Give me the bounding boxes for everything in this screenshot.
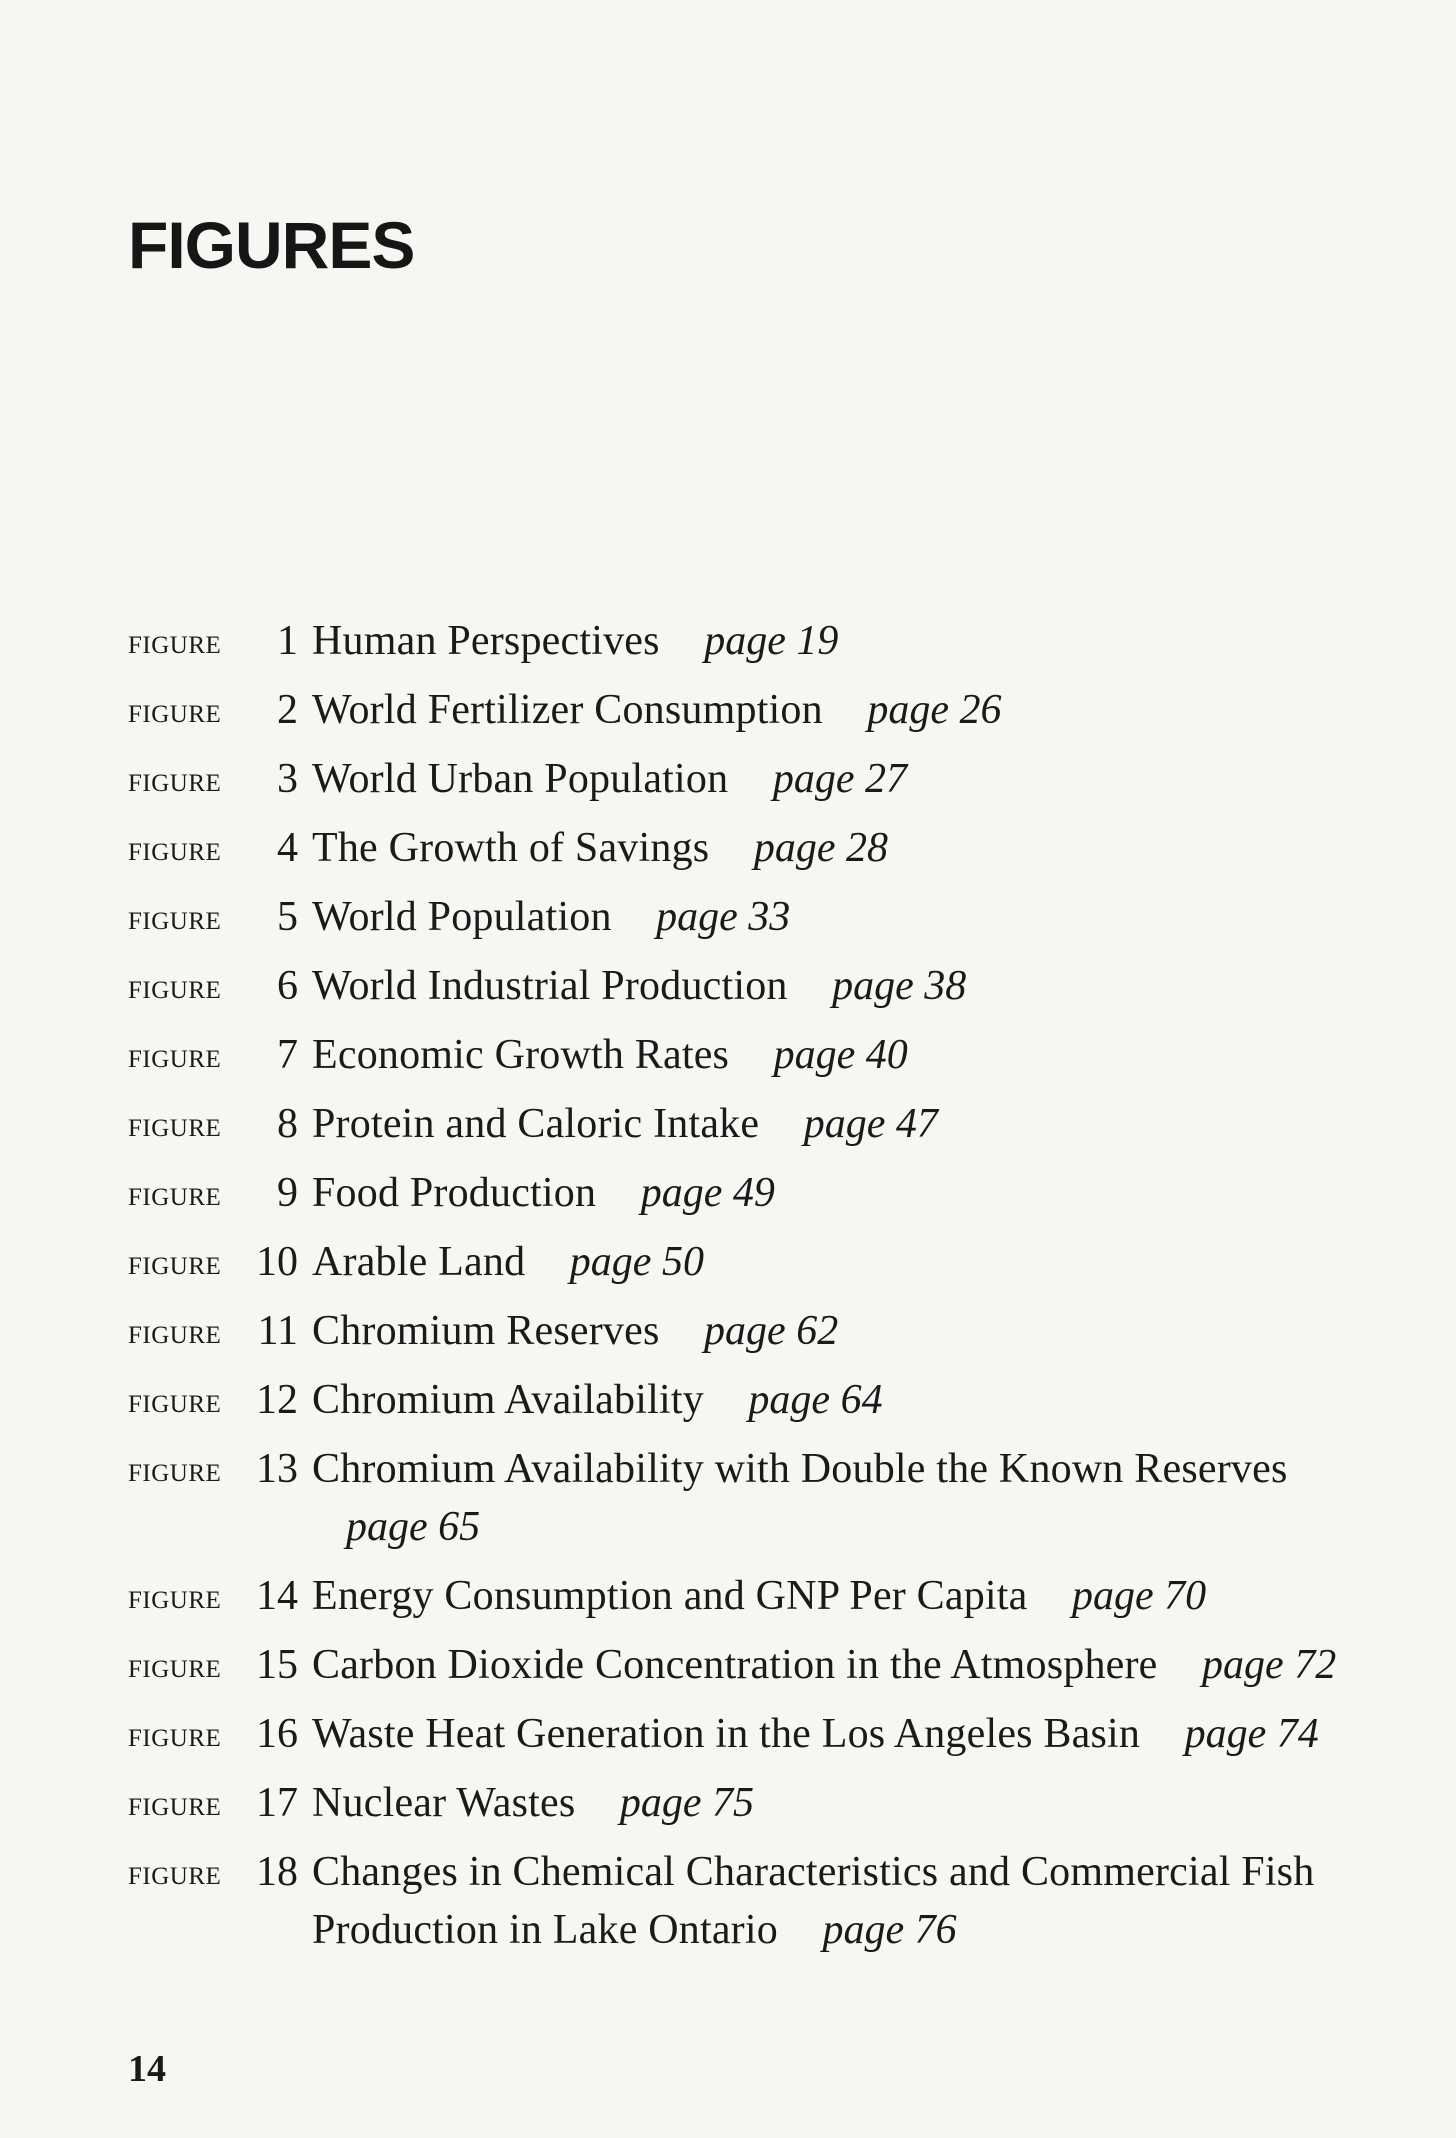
figure-title: Protein and Caloric Intake xyxy=(312,1101,760,1147)
figure-title: Carbon Dioxide Concentration in the Atmosphere xyxy=(312,1642,1158,1688)
figure-page-number: 26 xyxy=(959,687,1002,733)
figure-entry-body xyxy=(312,750,1402,808)
figure-entry xyxy=(128,1371,1428,1429)
figure-page-number: 47 xyxy=(895,1101,938,1147)
figure-entry xyxy=(128,1233,1428,1291)
figure-entry-body xyxy=(312,1026,1402,1084)
figure-page-number: 74 xyxy=(1276,1711,1319,1757)
figure-number: 18 xyxy=(256,1849,298,1895)
figure-label: figure xyxy=(128,1852,222,1892)
figure-title: World Industrial Production xyxy=(312,963,788,1009)
figure-entry-body xyxy=(312,1705,1402,1763)
figure-page-reference xyxy=(822,1907,956,1953)
figure-number: 2 xyxy=(277,687,298,733)
page-word: page xyxy=(867,687,949,733)
figure-entry-body xyxy=(312,1774,1402,1832)
page-word: page xyxy=(803,1101,886,1147)
figure-label: figure xyxy=(128,1035,222,1075)
figure-label: figure xyxy=(128,966,222,1006)
figure-label: figure xyxy=(128,621,222,661)
figure-page-reference xyxy=(704,618,838,664)
figure-label: figure xyxy=(128,1449,222,1489)
figure-page-reference xyxy=(641,1170,775,1216)
figure-entry-body xyxy=(312,888,1402,946)
figure-number: 12 xyxy=(256,1377,298,1423)
page-word: page xyxy=(822,1907,905,1953)
figure-entry xyxy=(128,1302,1428,1360)
figure-entry xyxy=(128,819,1428,877)
page-word: page xyxy=(1184,1711,1267,1757)
figure-number: 1 xyxy=(277,618,298,664)
figure-label: figure xyxy=(128,1104,222,1144)
figure-entry-body xyxy=(312,957,1402,1015)
figure-title: World Urban Population xyxy=(312,756,729,802)
figure-page-reference xyxy=(754,825,888,871)
figure-page-reference xyxy=(774,1032,908,1078)
figure-page-number: 19 xyxy=(796,618,839,664)
figure-entry xyxy=(128,957,1428,1015)
figure-entry xyxy=(128,1774,1428,1832)
figure-label: figure xyxy=(128,1714,222,1754)
figure-page-reference xyxy=(704,1308,838,1354)
figure-title: Nuclear Wastes xyxy=(312,1780,576,1826)
figure-entry-body xyxy=(312,1164,1402,1222)
page-word: page xyxy=(772,756,855,802)
page-word: page xyxy=(640,1170,723,1216)
figure-label: figure xyxy=(128,1576,222,1616)
figure-page-number: 40 xyxy=(865,1032,908,1078)
figure-page-reference xyxy=(832,963,966,1009)
figure-page-number: 33 xyxy=(748,894,791,940)
page-word: page xyxy=(832,963,914,1009)
page-word: page xyxy=(569,1239,652,1285)
figure-number: 9 xyxy=(277,1170,298,1216)
figure-entry-body xyxy=(312,1636,1402,1694)
figure-number: 13 xyxy=(256,1446,298,1492)
figure-entry-body xyxy=(312,1095,1402,1153)
figure-page-number: 72 xyxy=(1294,1642,1337,1688)
figure-page-number: 27 xyxy=(864,756,907,802)
figure-entry-body xyxy=(312,612,1402,670)
figure-entry xyxy=(128,750,1428,808)
page-word: page xyxy=(619,1780,702,1826)
figure-number: 15 xyxy=(256,1642,298,1688)
figure-title: Waste Heat Generation in the Los Angeles Basin xyxy=(312,1711,1141,1757)
figure-page-number: 76 xyxy=(914,1907,957,1953)
page-word: page xyxy=(753,825,836,871)
figure-title: World Population xyxy=(312,894,612,940)
figure-entry xyxy=(128,1843,1428,1959)
figure-page-reference xyxy=(804,1101,938,1147)
figure-entry-body xyxy=(312,819,1402,877)
page-word: page xyxy=(1072,1573,1154,1619)
figure-number: 4 xyxy=(277,825,298,871)
figure-page-reference xyxy=(1202,1642,1336,1688)
page-word: page xyxy=(704,1308,786,1354)
figure-number: 10 xyxy=(256,1239,298,1285)
figure-page-reference xyxy=(748,1377,882,1423)
figure-page-reference xyxy=(1072,1573,1206,1619)
figure-entry xyxy=(128,681,1428,739)
figure-page-reference xyxy=(620,1780,754,1826)
figure-page-number: 70 xyxy=(1164,1573,1207,1619)
figure-entry xyxy=(128,1567,1428,1625)
figure-page-number: 28 xyxy=(845,825,888,871)
figure-entry xyxy=(128,1164,1428,1222)
page-word: page xyxy=(656,894,738,940)
figure-page-reference xyxy=(867,687,1001,733)
figure-title: Chromium Reserves xyxy=(312,1308,660,1354)
figure-label: figure xyxy=(128,897,222,937)
figure-entry xyxy=(128,1705,1428,1763)
figure-title: World Fertilizer Consumption xyxy=(312,687,823,733)
figure-title: Arable Land xyxy=(312,1239,526,1285)
page-word: page xyxy=(704,618,786,664)
figure-page-reference xyxy=(773,756,907,802)
figure-title: The Growth of Savings xyxy=(312,825,710,871)
figure-page-number: 38 xyxy=(924,963,967,1009)
figure-entry xyxy=(128,1095,1428,1153)
figure-title: Economic Growth Rates xyxy=(312,1032,730,1078)
figure-entry-body xyxy=(312,1843,1402,1959)
figure-entry-body xyxy=(312,1567,1402,1625)
page-number: 14 xyxy=(128,2048,166,2090)
figure-number: 8 xyxy=(277,1101,298,1147)
figure-page-number: 50 xyxy=(661,1239,704,1285)
figure-number: 14 xyxy=(256,1573,298,1619)
figure-number: 16 xyxy=(256,1711,298,1757)
page-word: page xyxy=(748,1377,831,1423)
figure-number: 5 xyxy=(277,894,298,940)
figure-page-number: 65 xyxy=(438,1504,481,1550)
figure-entry-body xyxy=(312,1302,1402,1360)
figure-number: 7 xyxy=(277,1032,298,1078)
figure-title: Energy Consumption and GNP Per Capita xyxy=(312,1573,1028,1619)
figure-entry xyxy=(128,1636,1428,1694)
figure-number: 6 xyxy=(277,963,298,1009)
figure-entry-body xyxy=(312,1440,1402,1556)
figure-page-reference xyxy=(656,894,790,940)
figure-entry xyxy=(128,1026,1428,1084)
figure-page-reference xyxy=(346,1504,480,1550)
figure-label: figure xyxy=(128,1242,222,1282)
figure-list xyxy=(128,612,1428,1970)
figure-label: figure xyxy=(128,1783,222,1823)
figure-title: Chromium Availability with Double the Known Reserves xyxy=(312,1446,1288,1492)
figure-label: figure xyxy=(128,1380,222,1420)
figure-label: figure xyxy=(128,690,222,730)
figure-label: figure xyxy=(128,759,222,799)
figure-entry xyxy=(128,612,1428,670)
figure-entry xyxy=(128,1440,1428,1556)
figure-title: Food Production xyxy=(312,1170,597,1216)
figure-title: Changes in Chemical Characteristics and Commercial Fish Production in Lake Ontario xyxy=(312,1849,1315,1953)
page-word: page xyxy=(346,1504,428,1550)
figure-entry-body xyxy=(312,1233,1402,1291)
page-heading: FIGURES xyxy=(128,208,415,282)
page-word: page xyxy=(773,1032,856,1078)
figure-entry-body xyxy=(312,1371,1402,1429)
figure-label: figure xyxy=(128,1173,222,1213)
figure-label: figure xyxy=(128,1645,222,1685)
figure-entry xyxy=(128,888,1428,946)
page-word: page xyxy=(1202,1642,1284,1688)
figure-title: Human Perspectives xyxy=(312,618,660,664)
figure-page-number: 49 xyxy=(732,1170,775,1216)
figure-page-number: 62 xyxy=(796,1308,839,1354)
figure-page-reference xyxy=(1185,1711,1319,1757)
figure-title: Chromium Availability xyxy=(312,1377,704,1423)
figure-page-number: 75 xyxy=(712,1780,755,1826)
figure-number: 3 xyxy=(277,756,298,802)
figure-page-reference xyxy=(570,1239,704,1285)
figure-entry-body xyxy=(312,681,1402,739)
figure-label: figure xyxy=(128,828,222,868)
figure-page-number: 64 xyxy=(840,1377,883,1423)
figure-number: 17 xyxy=(256,1780,298,1826)
figure-number: 11 xyxy=(257,1308,298,1354)
figure-label: figure xyxy=(128,1311,222,1351)
